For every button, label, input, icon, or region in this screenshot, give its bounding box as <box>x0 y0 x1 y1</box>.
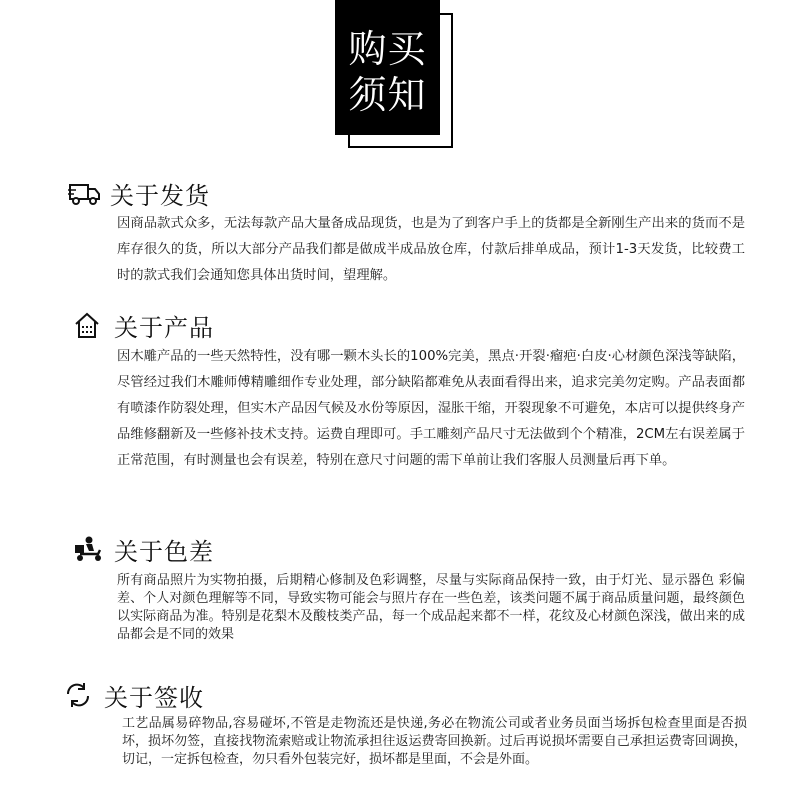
section-product-body: 因木雕产品的一些天然特性，没有哪一颗木头长的100%完美，黑点·开裂·瘤疤·白皮·心材颜色深浅等缺陷，尽管经过我们木雕师傅精雕细作专业处理，部分缺陷都难免从表面看得出来，追求完美勿定购。产品表面都有喷漆作防裂处理，但实木产品因气候及水份等原因，湿胀干缩，开裂现象不可避免，本店可以提供终身产品维修翻新及一些修补技术支持。运费自理即可。手工雕刻产品尺寸无法做到个个精准，2CM左右误差属于正常范围，有时测量也会有误差，特别在意尺寸问题的需下单前让我们客服人员测量后再下单。 <box>117 349 745 468</box>
section-color-title: 关于色差 <box>114 537 214 566</box>
section-shipping-title: 关于发货 <box>110 181 210 210</box>
section-product-header <box>72 310 214 340</box>
section-shipping-header <box>68 178 210 208</box>
courier-scooter-icon <box>72 534 106 564</box>
page-title <box>335 26 440 118</box>
house-icon <box>72 310 106 340</box>
page-title-line1: 购买 <box>348 27 427 71</box>
section-shipping-body: 因商品款式众多，无法每款产品大量备成品现货，也是为了到客户手上的货都是全新刚生产出来的货而不是库存很久的货，所以大部分产品我们都是做成半成品放仓库，付款后排单成品，预计1-3天发货，比较费工时的款式我们会通知您具体出货时间，望理解。 <box>117 216 745 283</box>
section-product-title: 关于产品 <box>114 313 214 342</box>
section-color-body: 所有商品照片为实物拍摄，后期精心修制及色彩调整，尽量与实际商品保持一致，由于灯光、显示器色 彩偏差、个人对颜色理解等不同，导致实物可能会与照片存在一些色差，该类问题不属于商品质量问题，最终颜色以实际商品为准。特别是花梨木及酸枝类产品，每一个成品起来都不一样，花纹及心材颜色深浅，做出来的成品都会是不同的效果 <box>117 573 745 642</box>
section-receipt-header <box>62 680 204 710</box>
page-title-line2: 须知 <box>348 73 427 117</box>
section-receipt-title: 关于签收 <box>104 683 204 712</box>
section-color-header <box>72 534 214 564</box>
section-receipt-body: 工艺品属易碎物品,容易碰坏,不管是走物流还是快递,务必在物流公司或者业务员面当场拆包检查里面是否损坏，损坏勿签，直接找物流索赔或让物流承担往返运费寄回换新。过后再说损坏需要自己承担运费寄回调换，切记，一定拆包检查，勿只看外包装完好，损坏都是里面，不会是外面。 <box>122 716 747 767</box>
delivery-truck-icon <box>68 178 102 208</box>
refresh-cycle-icon <box>62 680 96 710</box>
